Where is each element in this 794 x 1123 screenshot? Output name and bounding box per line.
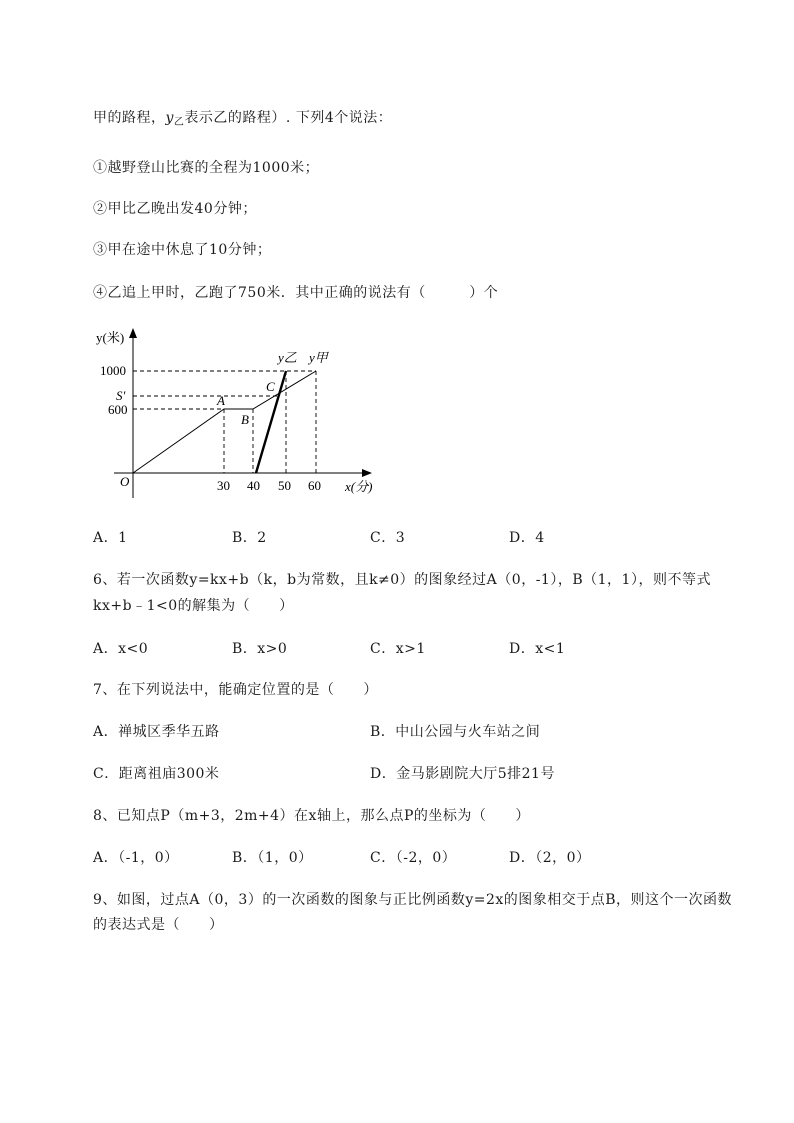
y-axis-arrow xyxy=(129,328,137,338)
point-label-c: C xyxy=(266,379,275,394)
series-jia-label: y甲 xyxy=(309,350,328,365)
q8-option-c: C．（-2，0） xyxy=(370,850,457,866)
series-jia-line xyxy=(133,371,316,473)
q6-option-d: D．x<1 xyxy=(509,641,566,657)
statement-3: ③甲在途中休息了10分钟； xyxy=(93,242,272,258)
q5-option-d: D．4 xyxy=(509,530,545,546)
y-axis-label: y(米) xyxy=(96,330,125,345)
intro-part1: 甲的路程， xyxy=(93,110,166,126)
x-axis-label: x(分) xyxy=(345,479,373,494)
q7-option-a: A．禅城区季华五路 xyxy=(93,724,220,740)
point-label-b: B xyxy=(241,412,249,427)
x-tick-30: 30 xyxy=(217,478,230,493)
q9-line2: 的表达式是（ ） xyxy=(93,917,224,933)
q8-option-d: D．（2，0） xyxy=(509,850,591,866)
q7-option-d: D．金马影剧院大厅5排21号 xyxy=(370,766,555,782)
intro-line xyxy=(93,108,392,133)
x-axis-arrow xyxy=(362,469,372,477)
q5-option-c: C．3 xyxy=(370,530,406,546)
intro-part2: 表示乙的路程）. 下列4个说法： xyxy=(184,110,393,126)
series-yi-label: y乙 xyxy=(278,350,297,365)
q7-option-c: C．距离祖庙300米 xyxy=(93,766,220,782)
x-tick-60: 60 xyxy=(308,478,321,493)
statement-2: ②甲比乙晚出发40分钟； xyxy=(93,201,257,217)
q8-option-b: B．（1，0） xyxy=(232,850,313,866)
q5-option-a: A．1 xyxy=(93,530,128,546)
distance-time-graph xyxy=(90,320,390,510)
x-tick-40: 40 xyxy=(247,478,260,493)
y-tick-1000: 1000 xyxy=(100,363,126,378)
q6-line1: 6、若一次函数y=kx+b（k，b为常数，且k≠0）的图象经过A（0，-1），B（1，1），则不等式 xyxy=(93,572,711,588)
point-label-a: A xyxy=(217,393,225,408)
q6-option-c: C．x>1 xyxy=(370,641,426,657)
statement-1: ①越野登山比赛的全程为1000米； xyxy=(93,160,320,176)
q8-stem: 8、已知点P（m+3，2m+4）在x轴上，那么点P的坐标为（ ） xyxy=(93,808,530,824)
q6-option-a: A．x<0 xyxy=(93,641,149,657)
statement-4: ④乙追上甲时，乙跑了750米．其中正确的说法有（ ）个 xyxy=(93,285,499,301)
y-tick-600: 600 xyxy=(108,402,128,417)
q6-line2: kx+b﹣1<0的解集为（ ） xyxy=(93,598,294,614)
y-tick-s-prime: S' xyxy=(116,388,126,403)
origin-label: O xyxy=(120,474,130,489)
intro-y-var: y xyxy=(165,110,174,126)
q7-option-b: B．中山公园与火车站之间 xyxy=(370,724,541,740)
q8-option-a: A．（-1，0） xyxy=(93,850,179,866)
q6-option-b: B．x>0 xyxy=(232,641,288,657)
intro-y-sub: 乙 xyxy=(173,117,185,128)
q7-stem: 7、在下列说法中，能确定位置的是（ ） xyxy=(93,682,378,698)
q9-line1: 9、如图，过点A（0，3）的一次函数的图象与正比例函数y=2x的图象相交于点B，则这个一次函数 xyxy=(93,892,733,908)
q5-option-b: B．2 xyxy=(232,530,267,546)
x-tick-50: 50 xyxy=(278,478,291,493)
